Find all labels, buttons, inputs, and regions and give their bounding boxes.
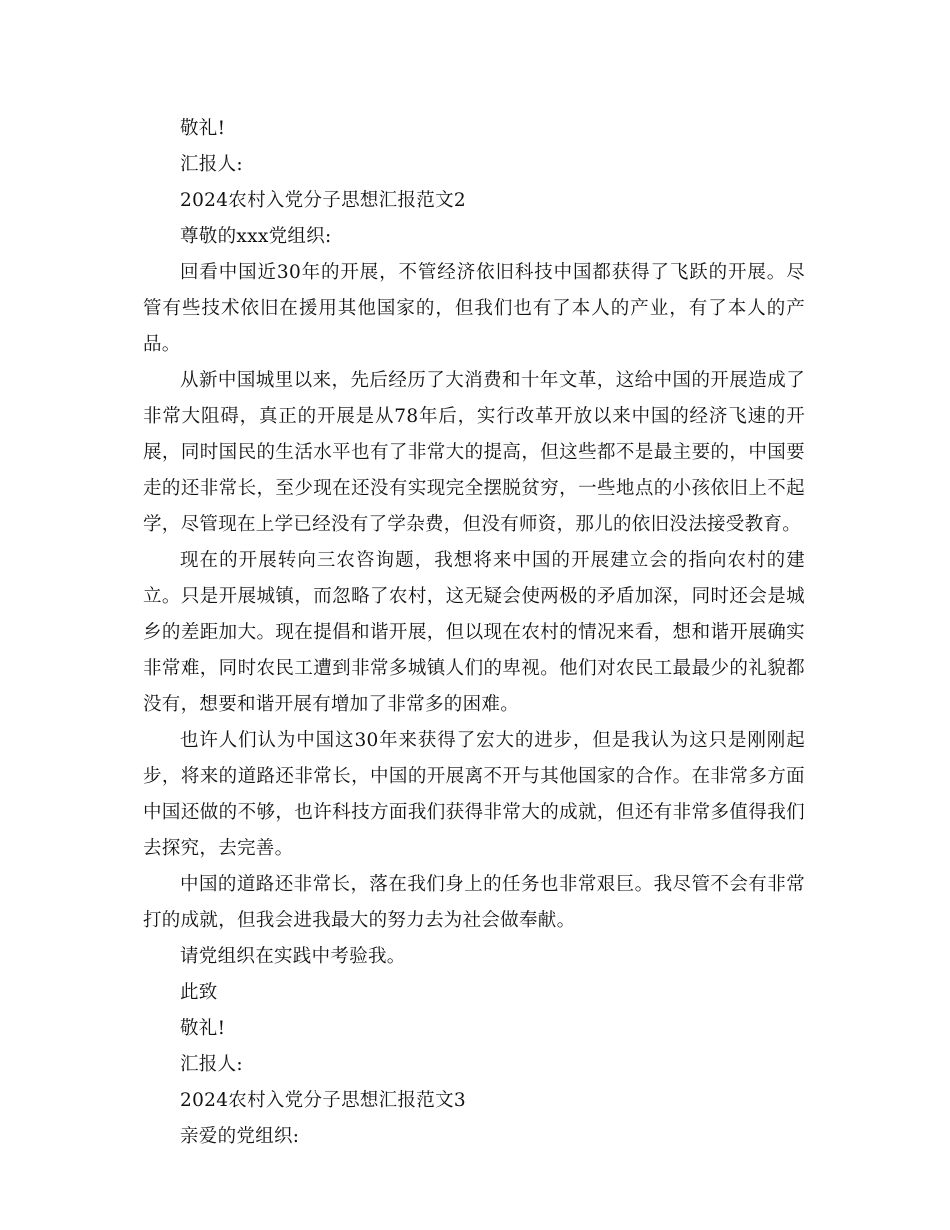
salutation: 亲爱的党组织: xyxy=(180,1126,300,1147)
closing-phrase: 此致 xyxy=(180,982,218,1003)
salutation: 尊敬的xxx党组织: xyxy=(180,226,332,247)
request-line: 请党组织在实践中考验我。 xyxy=(180,946,406,967)
section-title: 2024农村入党分子思想汇报范文2 xyxy=(180,190,466,211)
section-title: 2024农村入党分子思想汇报范文3 xyxy=(180,1090,466,1111)
closing-salute: 敬礼! xyxy=(180,1018,226,1039)
body-paragraph: 从新中国城里以来，先后经历了大消费和十年文革，这给中国的开展造成了非常大阻碍，真正的开展是从78年后，实行改革开放以来中国的经济飞速的开展，同时国民的生活水平也有了非常大的提高，但这些都不是最主要的，中国要走的还非常长，至少现在还没有实现完全摆脱贫穷，一些地点的小孩依旧上不起学，尽管现在上学已经没有了学杂费，但没有师资，那儿的依旧没法接受教育。 xyxy=(143,370,805,535)
body-paragraph: 回看中国近30年的开展，不管经济依旧科技中国都获得了飞跃的开展。尽管有些技术依旧在援用其他国家的，但我们也有了本人的产业，有了本人的产品。 xyxy=(143,262,805,355)
body-paragraph: 现在的开展转向三农咨询题，我想将来中国的开展建立会的指向农村的建立。只是开展城镇，而忽略了农村，这无疑会使两极的矛盾加深，同时还会是城乡的差距加大。现在提倡和谐开展，但以现在农村的情况来看，想和谐开展确实非常难，同时农民工遭到非常多城镇人们的卑视。他们对农民工最最少的礼貌都没有，想要和谐开展有增加了非常多的困难。 xyxy=(143,550,805,715)
reporter-label: 汇报人: xyxy=(180,154,243,175)
body-paragraph: 也许人们认为中国这30年来获得了宏大的进步，但是我认为这只是刚刚起步，将来的道路还非常长，中国的开展离不开与其他国家的合作。在非常多方面中国还做的不够，也许科技方面我们获得非常大的成就，但还有非常多值得我们去探究，去完善。 xyxy=(143,730,805,859)
document-body xyxy=(143,111,805,1155)
body-paragraph: 中国的道路还非常长，落在我们身上的任务也非常艰巨。我尽管不会有非常打的成就，但我会进我最大的努力去为社会做奉献。 xyxy=(143,874,805,931)
reporter-label: 汇报人: xyxy=(180,1054,243,1075)
closing-salute: 敬礼! xyxy=(180,118,226,139)
